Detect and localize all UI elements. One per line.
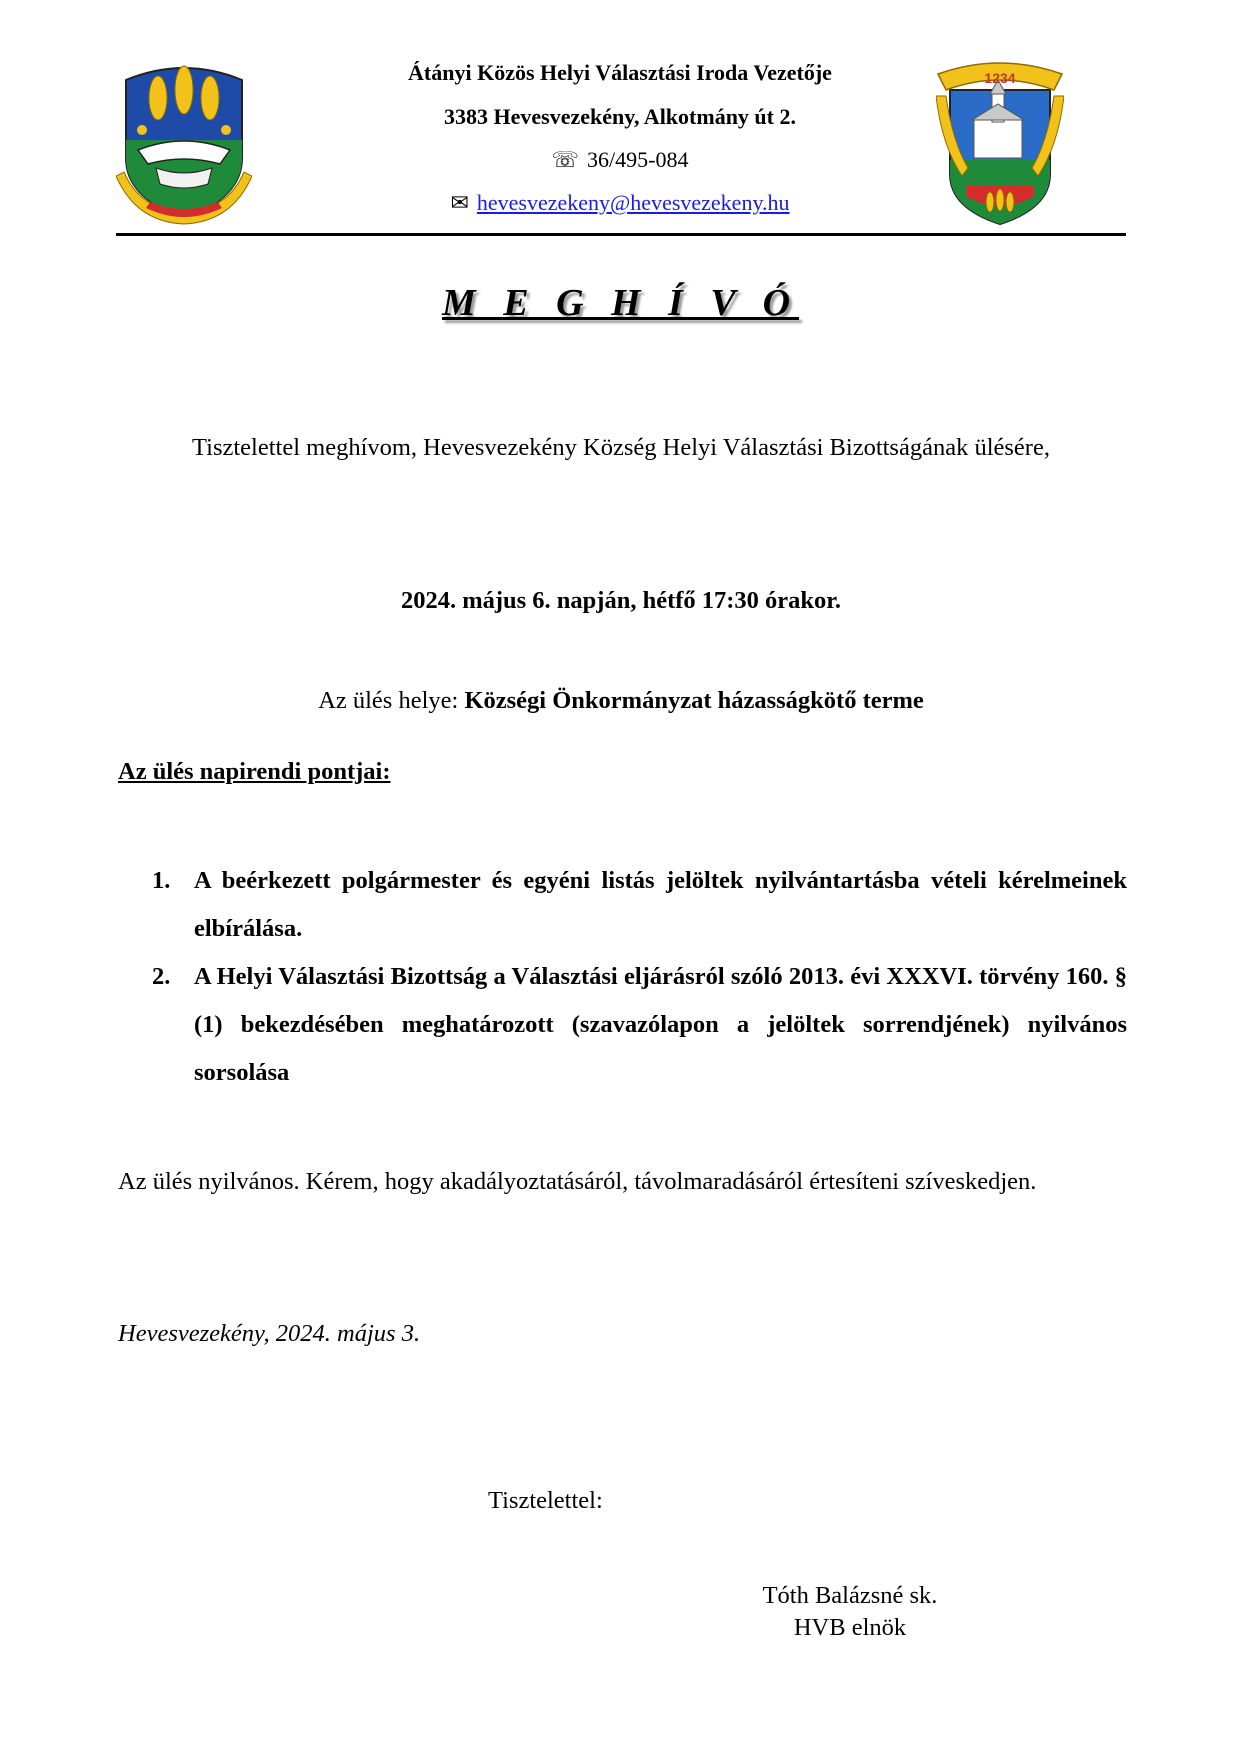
phone-number: 36/495-084 bbox=[587, 147, 689, 172]
place-and-date: Hevesvezekény, 2024. május 3. bbox=[118, 1320, 421, 1347]
signatory-name: Tóth Balázsné sk. bbox=[762, 1582, 938, 1609]
signatory-role: HVB elnök bbox=[793, 1614, 907, 1641]
phone-icon: ☏ bbox=[551, 147, 580, 172]
place-label: Az ülés helye: bbox=[318, 687, 459, 714]
crest-year-text: 1234 bbox=[984, 70, 1016, 86]
email-line bbox=[300, 190, 940, 216]
hevesvezekeny-crest-icon bbox=[936, 56, 1064, 228]
phone-line bbox=[300, 147, 940, 173]
atany-crest-icon bbox=[116, 58, 252, 226]
list-item bbox=[152, 857, 1127, 953]
document-title: M E G H Í V Ó bbox=[441, 282, 800, 324]
regards-text: Tisztelettel: bbox=[488, 1487, 603, 1514]
office-name: Átányi Közös Helyi Választási Iroda Vezetője bbox=[408, 60, 832, 85]
email-link[interactable]: hevesvezekeny@hevesvezekeny.hu bbox=[476, 190, 790, 215]
agenda-number: 1. bbox=[152, 867, 171, 894]
envelope-icon: ✉ bbox=[450, 190, 469, 215]
agenda-heading: Az ülés napirendi pontjai: bbox=[118, 758, 391, 785]
agenda-list bbox=[152, 857, 1127, 1097]
meeting-place bbox=[116, 677, 1126, 725]
header-divider bbox=[116, 233, 1126, 236]
intro-paragraph: Tisztelettel meghívom, Hevesvezekény Község Helyi Választási Bizottságának ülésére, bbox=[192, 434, 1050, 461]
place-value: Községi Önkormányzat házasságkötő terme bbox=[464, 687, 924, 714]
list-item bbox=[152, 953, 1127, 1097]
agenda-number: 2. bbox=[152, 963, 171, 990]
agenda-text: A beérkezett polgármester és egyéni listás jelöltek nyilvántartásba vételi kérelmeinek elbírálása. bbox=[194, 867, 1127, 942]
meeting-datetime: 2024. május 6. napján, hétfő 17:30 órakor. bbox=[400, 587, 842, 614]
office-address: 3383 Hevesvezekény, Alkotmány út 2. bbox=[444, 104, 796, 129]
agenda-text: A Helyi Választási Bizottság a Választási eljárásról szóló 2013. évi XXXVI. törvény 160. § (1) bekezdésében meghatározott (szavazólapon a jelöltek sorrendjének) nyilvános sorsolása bbox=[194, 963, 1127, 1086]
closing-paragraph: Az ülés nyilvános. Kérem, hogy akadályoztatásáról, távolmaradásáról értesíteni szíveskedjen. bbox=[118, 1168, 1037, 1195]
